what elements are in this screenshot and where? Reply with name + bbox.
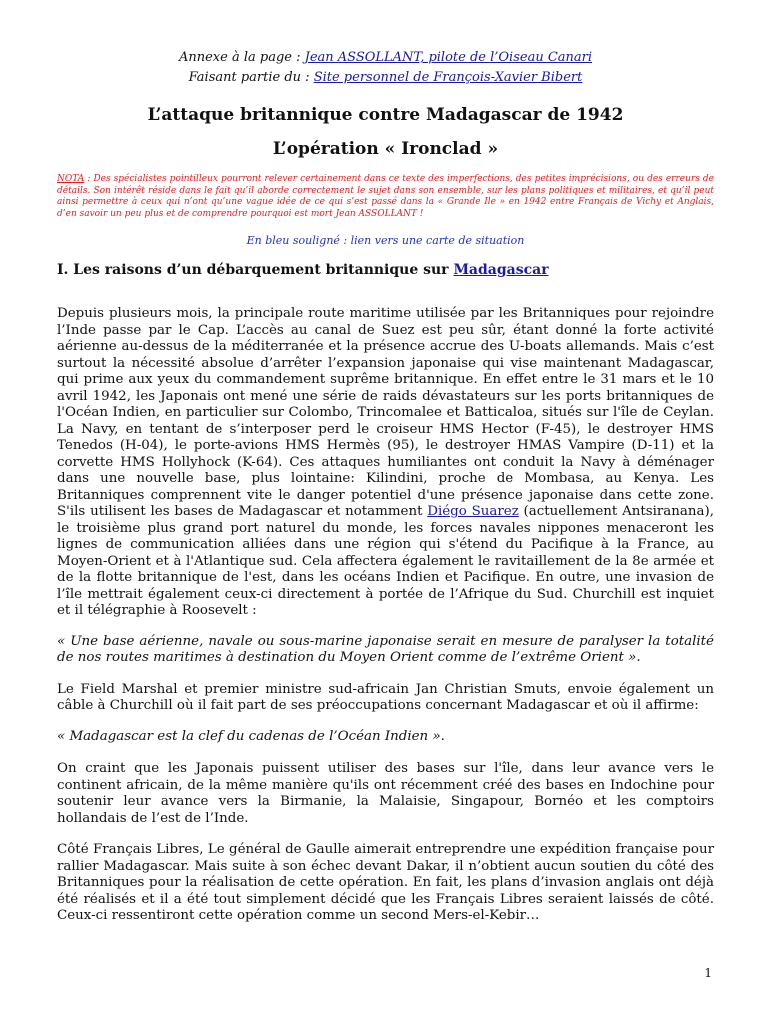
site-link[interactable]: Site personnel de François-Xavier Bibert xyxy=(313,70,583,85)
annex-line xyxy=(57,48,714,68)
page-title: L’attaque britannique contre Madagascar de 1942 xyxy=(147,105,624,125)
part-prefix: Faisant partie du : xyxy=(188,70,314,85)
page-content xyxy=(57,48,714,925)
annex-prefix: Annexe à la page : xyxy=(178,50,305,65)
paragraph-1 xyxy=(57,306,714,620)
section-title xyxy=(57,261,714,279)
part-of-line xyxy=(57,68,714,88)
annex-link[interactable]: Jean ASSOLLANT, pilote de l’Oiseau Canari xyxy=(304,50,593,65)
paragraph-3: On craint que les Japonais puissent utiliser des bases sur l'île, dans leur avance vers le continent africain, de la même manière qu'ils ont récemment créé des bases en Indochine pour soutenir leur avance vers la Birmanie, la Malaisie, Singapour, Bornéo et les comptoirs hollandais de l’est de l’Inde. xyxy=(57,761,714,826)
paragraph-2: Le Field Marshal et premier ministre sud-africain Jan Christian Smuts, envoie également un câble à Churchill où il fait part de ses préoccupations concernant Madagascar et où il affirme: xyxy=(57,681,714,713)
page-subtitle: L’opération « Ironclad » xyxy=(272,139,499,159)
paragraph-1-text-a: Depuis plusieurs mois, la principale route maritime utilisée par les Britanniques pour rejoindre l’Inde passe par le Cap. L’accès au canal de Suez est peu sûr, étant donné la forte activité aérienne au-dessus de la méditerranée et la présence accrue des U-boats allemands. Mais c’est surtout la nécessité absolue d’arrêter l’expansion japonaise qui vise maintenant Madagascar, qui prime aux yeux du commandement suprême britannique. En effet entre le 31 mars et le 10 avril 1942, les Japonais ont mené une série de raids dévastateurs sur les ports britanniques de l'Océan Indien, en particulier sur Colombo, Trincomalee et Batticaloa, situés sur l'île de Ceylan. La Navy, en tentant de s’interposer perd le croiseur HMS Hector (F-45), le destroyer HMS Tenedos (H-04), le porte-avions HMS Hermès (95), le destroyer HMAS Vampire (D-11) et la corvette HMS Hollyhock (K-64). Ces attaques humiliantes ont conduit la Navy à déménager dans une nouvelle base, plus lointaine: Kilindini, proche de Mombasa, au Kenya. Les Britanniques comprennent vite le danger potentiel d'une présence japonaise dans cette zone. S'ils utilisent les bases de Madagascar et notamment xyxy=(57,306,714,519)
diego-suarez-link[interactable]: Diégo Suarez xyxy=(427,504,519,519)
madagascar-map-link[interactable]: Madagascar xyxy=(453,262,549,278)
page-number: 1 xyxy=(704,966,712,980)
link-legend: En bleu souligné : lien vers une carte de situation xyxy=(246,234,525,247)
nota-text: : Des spécialistes pointilleux pourront relever certainement dans ce texte des imperfections, des petites imprécisions, ou des erreurs de détails. Son intérêt réside dans le fait qu’il aborde correctement le sujet dans son ensemble, sur les plans politiques et militaires, et qu’il peut ainsi permettre à ceux qui n’ont qu’une vague idée de ce qui s’est passé dans la « Grande Ile » en 1942 entre Français de Vichy et Anglais, d’en savoir un peu plus et de comprendre pourquoi est mort Jean ASSOLLANT ! xyxy=(57,174,714,219)
smuts-quote: « Madagascar est la clef du cadenas de l’Océan Indien ». xyxy=(57,728,445,744)
section-title-text: I. Les raisons d’un débarquement britannique sur xyxy=(57,262,454,278)
paragraph-1-text-b: (actuellement Antsiranana), le troisième plus grand port naturel du monde, les forces navales nippones menaceront les lignes de communication alliées dans une région qui s'étend du Pacifique à la France, au Moyen-Orient et à l'Atlantique sud. Cela affectera également le ravitaillement de la 8e armée et de la flotte britannique de l'est, dans les océans Indien et Pacifique. En outre, une invasion de l’île mettrait également ceux-ci directement à portée de l’Afrique du Sud. Churchill est inquiet et il télégraphie à Roosevelt : xyxy=(57,504,714,618)
nota-block xyxy=(57,174,714,220)
paragraph-4: Côté Français Libres, Le général de Gaulle aimerait entreprendre une expédition française pour rallier Madagascar. Mais suite à son échec devant Dakar, il n’obtient aucun soutien du côté des Britanniques pour la réalisation de cette opération. En fait, les plans d’invasion anglais ont déjà été réalisés et il a été tout simplement décidé que les Français Libres seraient laissés de côté. Ceux-ci ressentiront cette opération comme un second Mers-el-Kebir… xyxy=(57,842,714,923)
nota-label: NOTA xyxy=(57,174,85,184)
churchill-quote: « Une base aérienne, navale ou sous-marine japonaise serait en mesure de paralyser la totalité de nos routes maritimes à destination du Moyen Orient comme de l’extrême Orient ». xyxy=(57,633,714,665)
